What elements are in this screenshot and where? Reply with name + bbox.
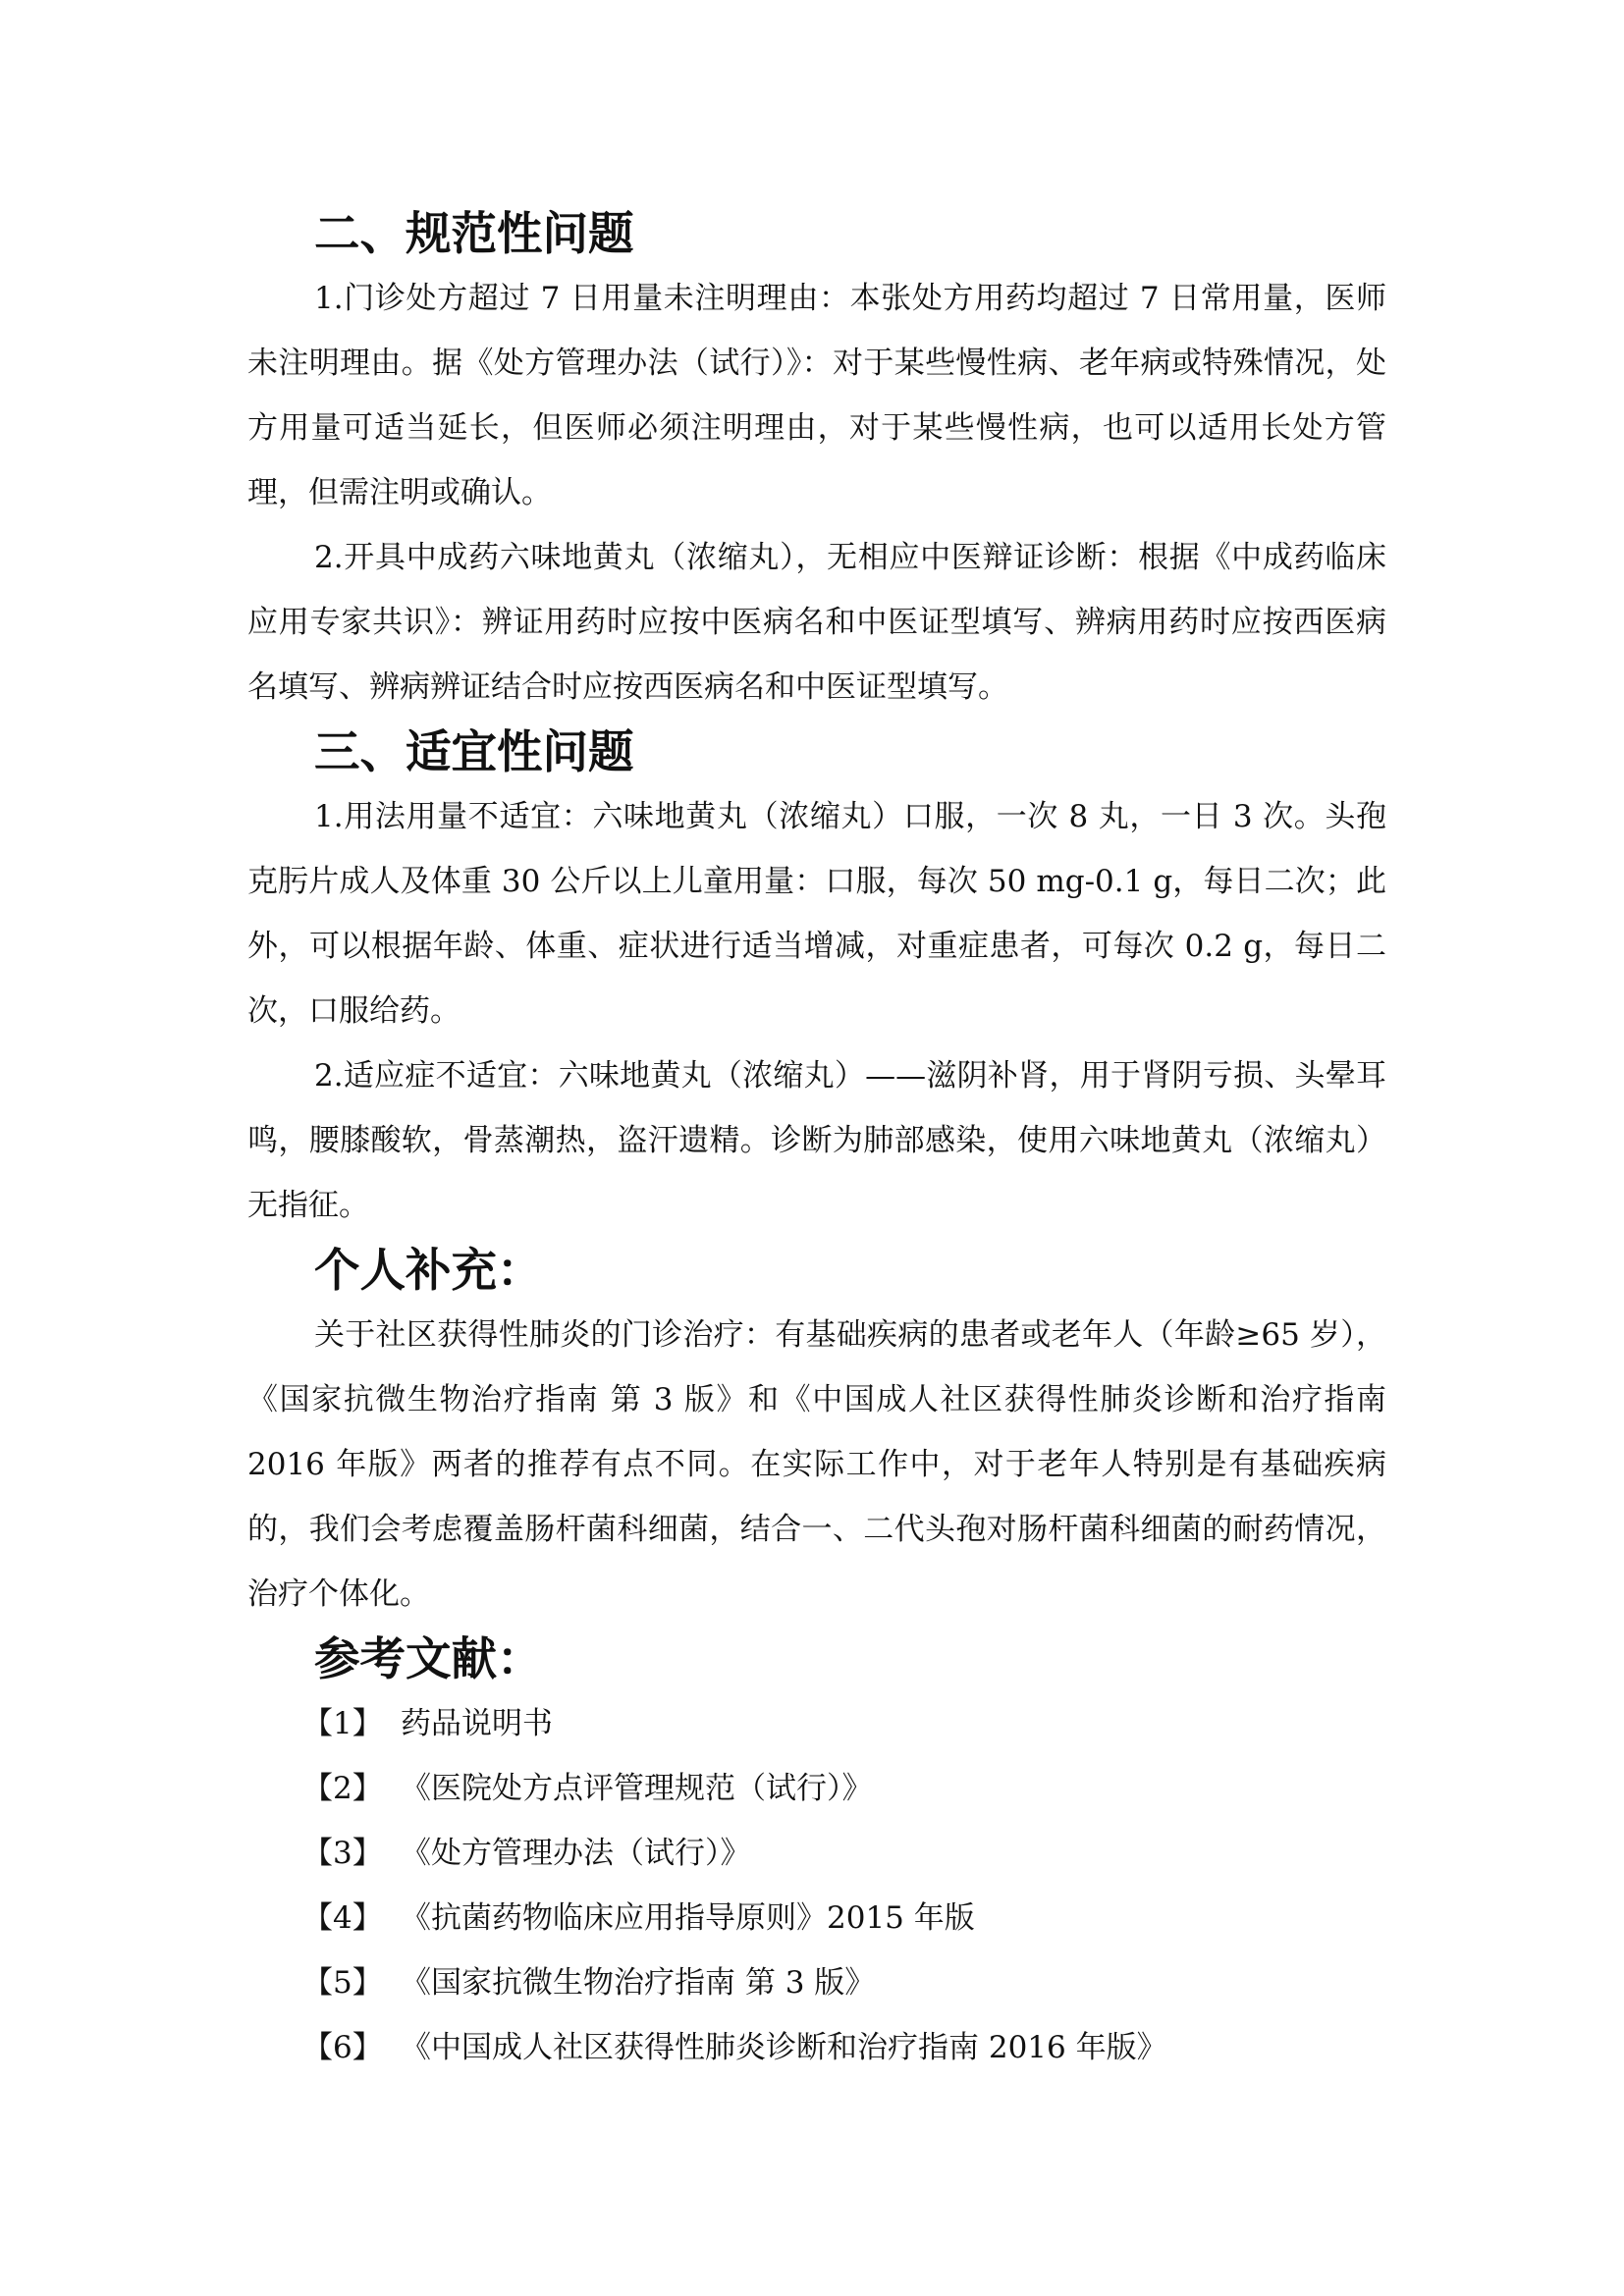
reference-number: 【1】 [302,1706,383,1741]
section-heading-standard-issues: 二、规范性问题 [314,206,634,260]
reference-number: 【2】 [302,1771,383,1806]
reference-text: 药品说明书 [401,1706,553,1741]
reference-item [302,1691,1386,1756]
reference-item [302,1886,1386,1950]
references-heading: 参考文献： [314,1631,543,1685]
paragraph-community-pneumonia: 关于社区获得性肺炎的门诊治疗：有基础疾病的患者或老年人（年龄≥65 岁），《国家抗微生物治疗指南 第 3 版》和《中国成人社区获得性肺炎诊断和治疗指南 2016 年版》两者的推荐有点不同。在实际工作中，对于老年人特别是有基础疾病的，我们会考虑覆盖肠杆菌科细菌，结合一、二代头孢对肠杆菌科细菌的耐药情况，治疗个体化。 [247,1317,1386,1612]
reference-number: 【5】 [302,1965,383,2001]
reference-number: 【3】 [302,1836,383,1871]
reference-text: 《处方管理办法（试行）》 [401,1836,751,1871]
document-page [247,201,1386,2080]
reference-item [302,1950,1386,2015]
section-heading-appropriateness-issues: 三、适宜性问题 [314,724,634,778]
reference-number: 【4】 [302,1900,383,1936]
reference-item [302,1821,1386,1886]
reference-number: 【6】 [302,2030,383,2065]
reference-text: 《医院处方点评管理规范（试行）》 [401,1771,873,1806]
references-list [247,1691,1386,2080]
paragraph-7-day-dosage: 1.门诊处方超过 7 日用量未注明理由：本张处方用药均超过 7 日常用量，医师未注明理由。据《处方管理办法（试行）》：对于某些慢性病、老年病或特殊情况，处方用量可适当延长，但医师必须注明理由，对于某些慢性病，也可以适用长处方管理，但需注明或确认。 [247,281,1386,510]
reference-text: 《抗菌药物临床应用指导原则》2015 年版 [401,1900,975,1936]
reference-text: 《中国成人社区获得性肺炎诊断和治疗指南 2016 年版》 [401,2030,1167,2065]
paragraph-indication: 2.适应症不适宜：六味地黄丸（浓缩丸）——滋阴补肾，用于肾阴亏损、头晕耳鸣，腰膝酸软，骨蒸潮热，盗汗遗精。诊断为肺部感染，使用六味地黄丸（浓缩丸）无指征。 [247,1058,1386,1223]
reference-item [302,2015,1386,2080]
reference-text: 《国家抗微生物治疗指南 第 3 版》 [401,1965,876,2001]
paragraph-tcm-diagnosis: 2.开具中成药六味地黄丸（浓缩丸），无相应中医辩证诊断：根据《中成药临床应用专家共识》：辨证用药时应按中医病名和中医证型填写、辨病用药时应按西医病名填写、辨病辨证结合时应按西医病名和中医证型填写。 [247,540,1386,705]
reference-item [302,1756,1386,1821]
section-heading-personal-notes: 个人补充： [314,1243,543,1297]
paragraph-dosage-usage: 1.用法用量不适宜：六味地黄丸（浓缩丸）口服，一次 8 丸，一日 3 次。头孢克肟片成人及体重 30 公斤以上儿童用量：口服，每次 50 mg-0.1 g，每日二次；此外，可以根据年龄、体重、症状进行适当增减，对重症患者，可每次 0.2 g，每日二次，口服给药。 [247,799,1386,1029]
